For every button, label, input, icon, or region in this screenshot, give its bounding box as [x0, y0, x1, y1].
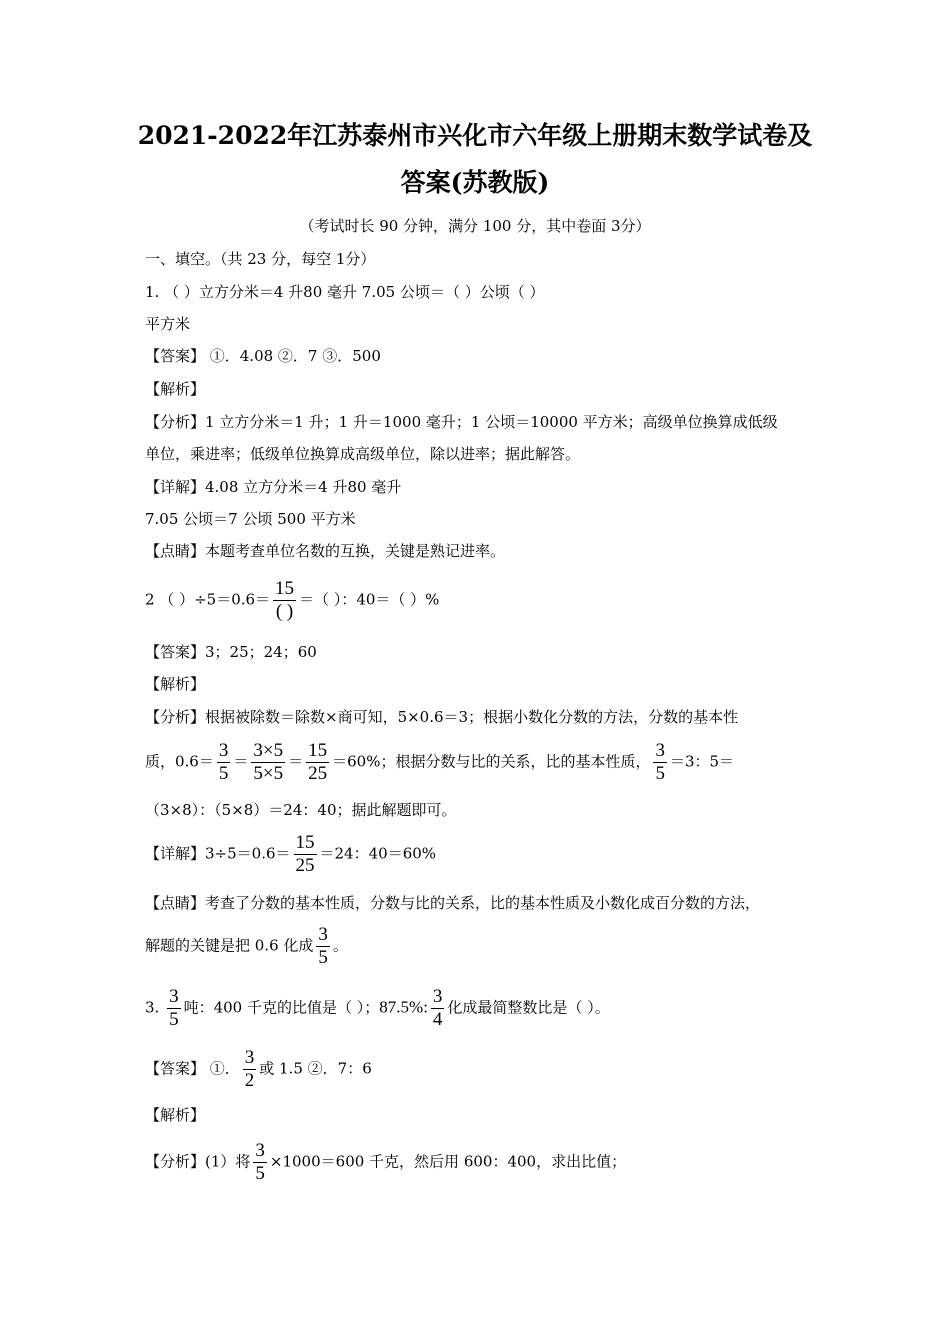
frac-num: 3	[218, 740, 229, 761]
q2-frac-den: ( )	[275, 601, 294, 622]
frac-num: 15	[308, 740, 328, 761]
q3-mid1: 吨：400 千克的比值是（ ）；	[183, 998, 380, 1017]
frac-den: 25	[308, 763, 328, 784]
q3-percent: 87.5%	[379, 997, 424, 1017]
fraction	[167, 986, 181, 1031]
fraction	[294, 832, 317, 877]
q1-answer: 【答案】 ①．4.08 ②．7 ③．500	[145, 347, 381, 365]
q3-colon: :	[423, 997, 428, 1017]
q2-answer: 【答案】3；25；24；60	[145, 643, 317, 661]
frac-num: 3	[169, 986, 179, 1007]
section-heading: 一、填空。（共 23 分，每空 1分）	[145, 250, 376, 268]
q2-jiexi: 【解析】	[145, 675, 206, 693]
q3-ans-post: 或 1.5 ②．7：6	[259, 1059, 372, 1078]
q2-stem	[145, 578, 439, 623]
frac-num: 3	[318, 924, 328, 945]
frac-den: 4	[432, 1009, 443, 1030]
q2-stem-post: ＝（ ）：40＝（ ）%	[299, 590, 440, 609]
q3-answer	[145, 1047, 372, 1092]
doc-title-line2: 答案(苏教版)	[400, 168, 550, 197]
q1-stem-cont: 平方米	[145, 315, 191, 333]
frac-den: 5	[655, 763, 665, 784]
equals: ＝	[233, 752, 249, 771]
frac-den: 25	[295, 855, 315, 876]
q2-frac-num: 15	[275, 578, 295, 599]
frac-den: 5	[169, 1009, 179, 1030]
q2-fraction	[273, 578, 296, 623]
frac-num: 3	[655, 740, 665, 761]
q3-fenxi	[145, 1140, 626, 1185]
q1-fenxi-1: 【分析】1 立方分米＝1 升；1 升＝1000 毫升；1 公顷＝10000 平方米；高级单位换算成低级	[145, 413, 778, 431]
q2-stem-pre: 2 （ ）÷5＝0.6＝	[145, 590, 271, 609]
exam-info: （考试时长 90 分钟，满分 100 分，其中卷面 3分）	[299, 217, 651, 235]
frac-den: 5	[318, 947, 328, 968]
frac-num: 3×5	[253, 740, 284, 761]
q2-xiangjie	[145, 832, 436, 877]
q3-number: 3.	[145, 998, 160, 1017]
q1-jiexi: 【解析】	[145, 380, 206, 398]
q1-fenxi-2: 单位，乘进率；低级单位换算成高级单位，除以进率；据此解答。	[145, 445, 581, 463]
q2-fenxi-2	[145, 740, 734, 785]
frac-den: 5	[218, 763, 229, 784]
frac-den: 5×5	[253, 763, 284, 784]
frac-num: 3	[244, 1047, 255, 1068]
fraction	[253, 1140, 267, 1185]
frac-num: 3	[432, 986, 443, 1007]
frac-den: 2	[244, 1070, 255, 1091]
q2-xj-pre: 【详解】3÷5＝0.6＝	[145, 844, 291, 863]
q3-fx-post: ×1000＝600 千克，然后用 600：400，求出比值；	[269, 1152, 627, 1171]
fraction	[306, 740, 329, 785]
q3-jiexi: 【解析】	[145, 1106, 206, 1124]
q3-mid2: 化成最简整数比是（ ）。	[447, 998, 610, 1017]
q1-xiangjie-1: 【详解】4.08 立方分米＝4 升80 毫升	[145, 478, 402, 496]
q2-f2-mid: ＝60%；根据分数与比的关系，比的基本性质，	[332, 752, 651, 771]
frac-num: 3	[255, 1140, 265, 1161]
frac-den: 5	[255, 1163, 265, 1184]
fraction	[243, 1047, 257, 1092]
fraction	[653, 740, 667, 785]
q2-dj2-post: 。	[332, 936, 348, 955]
q1-stem: 1. （ ）立方分米＝4 升80 毫升 7.05 公顷＝（ ）公顷（ ）	[145, 283, 545, 301]
q2-dj2-pre: 解题的关键是把 0.6 化成	[145, 936, 314, 955]
frac-num: 15	[295, 832, 315, 853]
q1-dianjing: 【点睛】本题考查单位名数的互换，关键是熟记进率。	[145, 542, 506, 560]
fraction	[217, 740, 231, 785]
equals: ＝	[288, 752, 304, 771]
q3-ans-pre: 【答案】 ①．	[145, 1059, 240, 1078]
q2-fenxi-3: （3×8）：（5×8）＝24：40；据此解题即可。	[145, 801, 457, 819]
fraction	[316, 924, 330, 969]
q2-xj-post: ＝24：40＝60%	[319, 844, 437, 863]
q1-xiangjie-2: 7.05 公顷＝7 公顷 500 平方米	[145, 510, 356, 528]
q2-fenxi-1: 【分析】根据被除数＝除数×商可知，5×0.6＝3；根据小数化分数的方法，分数的基本性	[145, 708, 739, 726]
fraction	[251, 740, 285, 785]
q2-dianjing-2	[145, 924, 348, 969]
doc-title-line1: 2021-2022年江苏泰州市兴化市六年级上册期末数学试卷及	[137, 121, 813, 150]
q2-dianjing-1: 【点睛】考查了分数的基本性质，分数与比的关系，比的基本性质及小数化成百分数的方法，	[145, 894, 761, 912]
q3-fx-pre: 【分析】(1）将	[145, 1152, 251, 1171]
q3-stem	[145, 986, 610, 1031]
fraction	[431, 986, 445, 1031]
q2-f2-post: ＝3：5＝	[669, 752, 735, 771]
q2-f2-pre: 质，0.6＝	[145, 752, 214, 771]
